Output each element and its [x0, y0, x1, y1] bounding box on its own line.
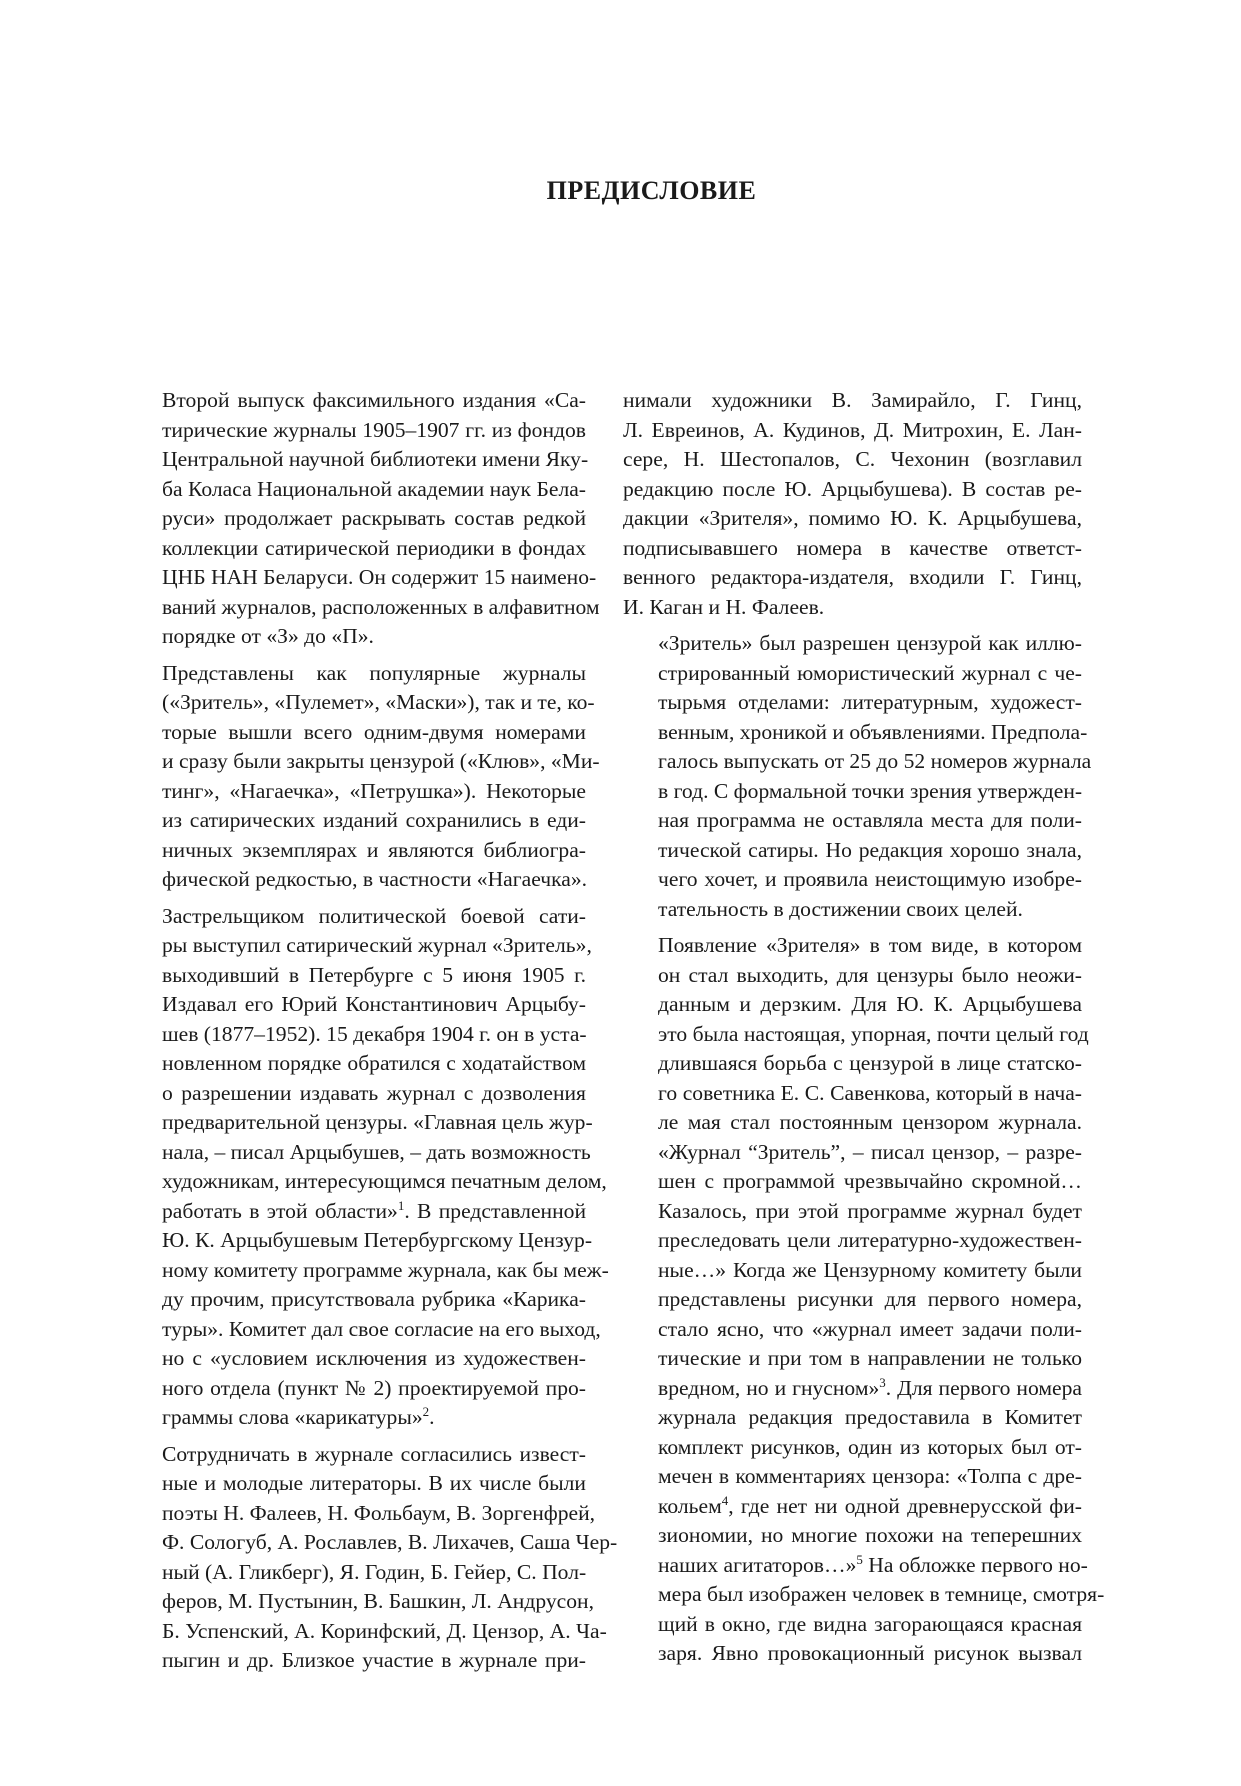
text-line: поэты Н. Фалеев, Н. Фольбаум, В. Зоргенфрей,	[162, 1500, 596, 1525]
text-line: данным и дерзким. Для Ю. К. Арцыбушева	[658, 992, 1082, 1016]
left-column	[127, 386, 618, 1676]
text-line: феров, М. Пустынин, В. Башкин, Л. Андрусон,	[162, 1589, 594, 1613]
paragraph	[127, 659, 600, 895]
text-line: дакции «Зрителя», помимо Ю. К. Арцыбушева,	[623, 506, 1082, 530]
text-fragment: . Для первого номера	[885, 1375, 1082, 1400]
text-line: стало ясно, что «журнал имеет задачи поли-	[658, 1316, 1082, 1341]
right-column	[623, 386, 1105, 1669]
page-title: ПРЕДИСЛОВИЕ	[546, 176, 757, 205]
text-line: шен с программой чрезвычайно скромной…	[658, 1169, 1082, 1193]
text-line: туры». Комитет дал свое согласие на его выход,	[162, 1316, 601, 1341]
text-line: Издавал его Юрий Константинович Арцыбу-	[162, 992, 586, 1016]
text-line	[623, 1551, 1088, 1581]
text-fragment: граммы слова «карикатуры»	[162, 1405, 423, 1429]
text-line: сере, Н. Шестопалов, С. Чехонин (возглавил	[623, 447, 1082, 471]
text-line: мера был изображен человек в темнице, смотря-	[658, 1582, 1105, 1606]
text-line: торые вышли всего одним-двумя номерами	[162, 719, 586, 744]
text-line: нала, – писал Арцыбушев, – дать возможность	[162, 1139, 591, 1164]
text-line: тательность в достижении своих целей.	[658, 896, 1023, 921]
text-line	[127, 1403, 586, 1433]
text-line: преследовать цели литературно-художествен-	[658, 1228, 1082, 1252]
text-line: ный (А. Гликберг), Я. Годин, Б. Гейер, С. Пол-	[162, 1559, 587, 1584]
text-line: «Журнал “Зритель”, – писал цензор, – разре-	[658, 1139, 1082, 1164]
text-line: нимали художники В. Замирайло, Г. Гинц,	[623, 388, 1082, 412]
text-line	[127, 1197, 586, 1227]
text-fragment: . В представленной	[404, 1198, 586, 1223]
text-line: тические и при том в направлении не только	[658, 1346, 1082, 1370]
text-line: Ю. К. Арцыбушевым Петербургскому Цензур-	[162, 1228, 593, 1252]
paragraph	[623, 931, 1105, 1669]
text-line: ному комитету программе журнала, как бы меж-	[162, 1257, 609, 1282]
text-fragment: , где нет ни одной древнерусской фи-	[728, 1493, 1082, 1518]
text-fragment: вредном, но и гнусном»	[658, 1375, 880, 1400]
footnote-ref-3[interactable]: 3	[879, 1374, 886, 1390]
text-line	[623, 1374, 1082, 1404]
text-line: ные и молодые литераторы. В их числе были	[162, 1471, 586, 1495]
text-line: художникам, интересующимся печатным делом,	[162, 1169, 607, 1193]
text-line: подписывавшего номера в качестве ответст-	[623, 535, 1082, 560]
text-line: тической сатиры. Но редакция хорошо знала,	[658, 837, 1082, 862]
text-line: стрированный юмористический журнал с че-	[658, 660, 1082, 685]
text-line: чего хочет, и проявила неистощимую изобре-	[658, 867, 1082, 891]
text-fragment: кольем	[658, 1493, 722, 1518]
text-line: ного отдела (пункт № 2) проектируемой про-	[162, 1375, 586, 1400]
text-line: ЦНБ НАН Беларуси. Он содержит 15 наимено-	[162, 565, 597, 589]
text-line: руси» продолжает раскрывать состав редкой	[162, 506, 586, 530]
text-fragment: На обложке первого но-	[862, 1552, 1088, 1577]
text-line: тирические журналы 1905–1907 гг. из фондов	[162, 417, 586, 442]
text-line: он стал выходить, для цензуры было неожи-	[658, 962, 1082, 987]
text-line: венного редактора-издателя, входили Г. Гинц,	[623, 565, 1082, 589]
text-line: представлены рисунки для первого номера,	[658, 1287, 1082, 1311]
text-line: галось выпускать от 25 до 52 номеров журнала	[658, 749, 1092, 773]
text-line: новленном порядке обратился с ходатайством	[162, 1051, 586, 1075]
text-line: порядке от «З» до «П».	[162, 624, 374, 648]
text-line: И. Каган и Н. Фалеев.	[623, 594, 825, 619]
text-line: ные…» Когда же Цензурному комитету были	[658, 1257, 1082, 1282]
text-line: выходивший в Петербурге с 5 июня 1905 г.	[162, 962, 586, 987]
paragraph	[623, 629, 1092, 924]
footnote-ref-1[interactable]: 1	[397, 1197, 405, 1213]
text-line: Второй выпуск факсимильного издания «Са-	[162, 388, 586, 412]
paragraph	[127, 386, 600, 652]
text-line: «Зритель» был разрешен цензурой как иллю-	[658, 631, 1082, 655]
text-line: Появление «Зрителя» в том виде, в котором	[658, 933, 1082, 957]
text-line: Застрельщиком политической боевой сати-	[162, 903, 586, 928]
text-line: коллекции сатирической периодики в фондах	[162, 535, 586, 560]
text-line: мечен в комментариях цензора: «Толпа с дре-	[658, 1464, 1082, 1488]
text-line: ры выступил сатирический журнал «Зритель»,	[162, 933, 592, 957]
text-line: Сотрудничать в журнале согласились извест-	[162, 1441, 586, 1466]
text-line: шев (1877–1952). 15 декабря 1904 г. он в уста-	[162, 1021, 587, 1046]
text-line: ле мая стал постоянным цензором журнала.	[658, 1110, 1082, 1134]
text-line: ничных экземплярах и являются библиогра-	[162, 837, 586, 862]
text-line: ваний журналов, расположенных в алфавитном	[162, 594, 600, 619]
text-fragment: .	[429, 1405, 435, 1429]
text-line: го советника Е. С. Савенкова, который в нача-	[658, 1080, 1082, 1105]
text-line: редакцию после Ю. Арцыбушева). В состав ре-	[623, 476, 1082, 501]
footnote-ref-5[interactable]: 5	[856, 1551, 863, 1567]
footnote-ref-4[interactable]: 4	[721, 1492, 729, 1508]
text-line: журнала редакция предоставила в Комитет	[658, 1405, 1082, 1429]
text-line: но с «условием исключения из художествен-	[162, 1346, 586, 1370]
text-line: это была настоящая, упорная, почти целый год	[658, 1021, 1089, 1046]
text-line: предварительной цензуры. «Главная цель жур-	[162, 1110, 593, 1134]
text-line: Л. Евреинов, А. Кудинов, Д. Митрохин, Е. Лан-	[623, 417, 1082, 442]
text-line: тырьмя отделами: литературным, художест-	[658, 690, 1082, 714]
text-line: комплект рисунков, один из которых был от-	[658, 1434, 1082, 1459]
text-line: и сразу были закрыты цензурой («Клюв», «Ми-	[162, 749, 600, 773]
text-line: Казалось, при этой программе журнал будет	[658, 1198, 1082, 1223]
text-line: («Зритель», «Пулемет», «Маски»), так и те, ко-	[162, 690, 595, 714]
text-line: зиономии, но многие похожи на теперешних	[658, 1523, 1082, 1547]
text-line: Б. Успенский, А. Коринфский, Д. Цензор, А. Ча-	[162, 1618, 607, 1643]
text-line: ная программа не оставляла места для поли-	[658, 808, 1082, 832]
text-fragment: работать в этой области»	[162, 1198, 398, 1223]
text-line: из сатирических изданий сохранились в еди-	[162, 808, 586, 832]
text-line: ба Коласа Национальной академии наук Бела-	[162, 476, 586, 501]
text-line: тинг», «Нагаечка», «Петрушка»). Некоторые	[162, 778, 586, 803]
paragraph	[127, 902, 609, 1433]
text-line: ду прочим, присутствовала рубрика «Карика-	[162, 1287, 586, 1311]
text-line	[623, 1492, 1082, 1522]
text-line: пыгин и др. Близкое участие в журнале при-	[162, 1648, 586, 1672]
text-line: длившаяся борьба с цензурой в лице статско-	[658, 1051, 1082, 1075]
paragraph	[127, 1440, 618, 1676]
text-line: венным, хроникой и объявлениями. Предпола-	[658, 719, 1088, 744]
text-fragment: наших агитаторов…»	[658, 1552, 857, 1577]
text-line: Представлены как популярные журналы	[162, 660, 586, 685]
text-line: фической редкостью, в частности «Нагаечка».	[162, 867, 588, 891]
paragraph	[623, 386, 1082, 622]
text-line: щий в окно, где видна загорающаяся красная	[658, 1611, 1082, 1636]
text-line: Центральной научной библиотеки имени Яку-	[162, 447, 589, 471]
text-line: Ф. Сологуб, А. Рославлев, В. Лихачев, Саша Чер-	[162, 1530, 618, 1554]
text-line: в год. С формальной точки зрения утвержден-	[658, 778, 1083, 803]
text-line: о разрешении издавать журнал с дозволения	[162, 1080, 586, 1105]
footnote-ref-2[interactable]: 2	[422, 1404, 430, 1419]
text-line: заря. Явно провокационный рисунок вызвал	[658, 1641, 1082, 1665]
